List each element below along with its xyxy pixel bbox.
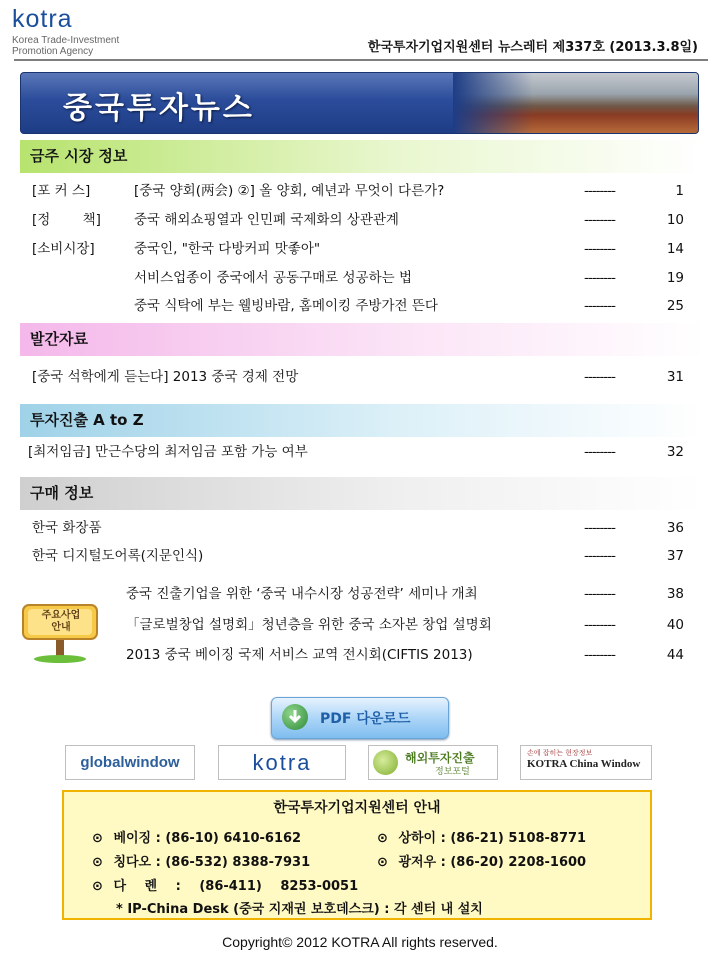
center-info-box xyxy=(62,790,652,920)
row-page: 1 xyxy=(675,183,684,199)
banner-fade xyxy=(453,73,533,133)
row-title: 중국 식탁에 부는 웰빙바람, 홈메이킹 주방가전 뜬다 xyxy=(134,298,438,314)
row-leader: -------- xyxy=(584,212,615,228)
overseas-portal-icon xyxy=(373,750,398,775)
row-page: 19 xyxy=(666,270,684,286)
section-purchase-title: 구매 정보 xyxy=(20,477,704,510)
section-publication-title: 발간자료 xyxy=(20,323,704,356)
row-tag: [포 커 스] xyxy=(32,183,91,199)
globalwindow-link[interactable] xyxy=(65,745,195,780)
row-title: 「글로벌창업 설명회」청년층을 위한 중국 소자본 창업 설명회 xyxy=(126,617,492,633)
banner-title: 중국투자뉴스 xyxy=(63,91,255,126)
row-leader: -------- xyxy=(584,520,615,536)
pdf-download-button[interactable] xyxy=(271,697,449,739)
kotra-partner-logo: kotra xyxy=(252,750,312,775)
row-page: 44 xyxy=(666,647,684,663)
kotra-logo xyxy=(12,6,147,57)
banner xyxy=(20,72,699,134)
row-title: 중국 해외쇼핑열과 인민폐 국제화의 상관관계 xyxy=(134,212,399,228)
logo-subtitle-2: Promotion Agency xyxy=(12,46,94,57)
row-title: [중국 양회(两会) ②] 올 양회, 예년과 무엇이 다른가? xyxy=(134,183,445,199)
row-title: 한국 화장품 xyxy=(32,520,102,536)
row-leader: -------- xyxy=(584,647,615,663)
office-label: 다 롄 : (86-411) 8253-0051 xyxy=(113,879,359,894)
office-qingdao xyxy=(92,851,310,870)
row-page: 32 xyxy=(666,444,684,460)
signboard-icon xyxy=(20,602,102,664)
row-leader: -------- xyxy=(584,270,615,286)
ip-china-desk-note: * IP-China Desk (중국 지재권 보호데스크) : 각 센터 내 설치 xyxy=(116,902,483,917)
office-beijing xyxy=(92,827,301,846)
row-leader: -------- xyxy=(584,617,615,633)
china-window-link[interactable] xyxy=(520,745,652,780)
row-page: 14 xyxy=(666,241,684,257)
logo-word: kotra xyxy=(12,5,73,33)
row-tag: [정 책] xyxy=(32,212,101,228)
china-window-logo: KOTRA China Window xyxy=(527,758,641,770)
row-title: 한국 디지털도어록(지문인식) xyxy=(32,548,204,564)
row-page: 25 xyxy=(666,298,684,314)
office-label: 칭다오 : (86-532) 8388-7931 xyxy=(113,855,311,870)
row-leader: -------- xyxy=(584,444,615,460)
office-dalian xyxy=(92,875,358,894)
newsletter-issue: 한국투자기업지원센터 뉴스레터 제337호 (2013.3.8일) xyxy=(367,40,698,55)
row-page: 40 xyxy=(666,617,684,633)
row-title: 중국인, "한국 다방커피 맛좋아" xyxy=(134,241,321,257)
kotra-link[interactable] xyxy=(218,745,346,780)
row-leader: -------- xyxy=(584,298,615,314)
china-window-tagline: 손에 잡히는 현장정보 xyxy=(527,749,593,757)
bullet-icon: ⊙ xyxy=(377,831,388,846)
row-leader: -------- xyxy=(584,369,615,385)
row-title: 2013 중국 베이징 국제 서비스 교역 전시회(CIFTIS 2013) xyxy=(126,647,473,663)
row-page: 36 xyxy=(666,520,684,536)
row-page: 10 xyxy=(666,212,684,228)
bullet-icon: ⊙ xyxy=(92,831,103,846)
row-leader: -------- xyxy=(584,183,615,199)
office-label: 상하이 : (86-21) 5108-8771 xyxy=(398,831,587,846)
section-market-title: 금주 시장 정보 xyxy=(20,140,704,173)
overseas-portal-title: 해외투자진출 xyxy=(405,751,475,765)
row-tag: [소비시장] xyxy=(32,241,95,257)
row-title: 서비스업종이 중국에서 공동구매로 성공하는 법 xyxy=(134,270,412,286)
row-leader: -------- xyxy=(584,241,615,257)
row-title: [중국 석학에게 듣는다] 2013 중국 경제 전망 xyxy=(32,369,299,385)
office-guangzhou xyxy=(377,851,586,870)
info-title: 한국투자기업지원센터 안내 xyxy=(273,800,441,816)
section-investment-title: 투자진출 A to Z xyxy=(20,404,704,437)
pdf-download-label: PDF 다운로드 xyxy=(320,711,411,727)
overseas-investment-link[interactable] xyxy=(368,745,498,780)
overseas-portal-sub: 정보포털 xyxy=(435,767,470,777)
row-page: 38 xyxy=(666,586,684,602)
copyright: Copyright© 2012 KOTRA All rights reserved. xyxy=(222,934,498,950)
bullet-icon: ⊙ xyxy=(92,855,103,870)
row-leader: -------- xyxy=(584,586,615,602)
office-label: 베이징 : (86-10) 6410-6162 xyxy=(113,831,302,846)
row-page: 37 xyxy=(666,548,684,564)
logo-subtitle-1: Korea Trade-Investment xyxy=(12,35,120,46)
row-page: 31 xyxy=(666,369,684,385)
sign-line-2: 안내 xyxy=(51,622,71,633)
bullet-icon: ⊙ xyxy=(92,879,103,894)
download-globe-icon xyxy=(282,704,308,730)
row-leader: -------- xyxy=(584,548,615,564)
row-title: [최저임금] 만근수당의 최저임금 포함 가능 여부 xyxy=(28,444,308,460)
row-title: 중국 진출기업을 위한 ‘중국 내수시장 성공전략’ 세미나 개최 xyxy=(126,586,478,602)
globalwindow-logo: globalwindow xyxy=(80,754,180,771)
office-shanghai xyxy=(377,827,586,846)
office-label: 광저우 : (86-20) 2208-1600 xyxy=(398,855,587,870)
bullet-icon: ⊙ xyxy=(377,855,388,870)
header-divider xyxy=(14,59,708,61)
sign-line-1: 주요사업 xyxy=(41,610,81,621)
